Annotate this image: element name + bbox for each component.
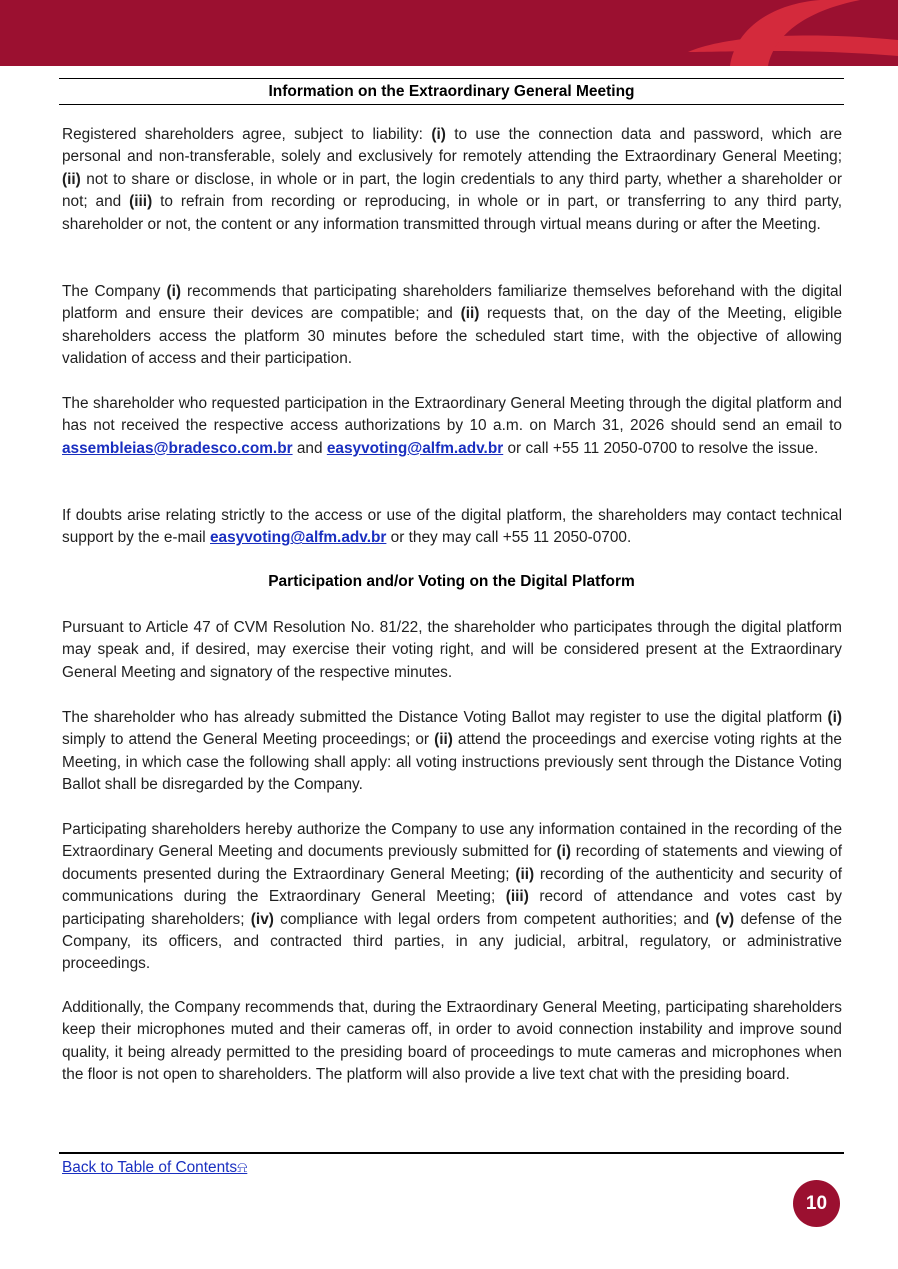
- marker: (i): [166, 283, 182, 300]
- email-link-support[interactable]: easyvoting@alfm.adv.br: [210, 529, 387, 547]
- paragraph-distance-ballot: [62, 707, 842, 797]
- footer-rule: [59, 1152, 844, 1154]
- back-to-toc-link[interactable]: Back to Table of Contents⍾: [62, 1159, 248, 1176]
- text: compliance with legal orders from competent authorities; and: [273, 910, 716, 928]
- email-link-easyvoting[interactable]: easyvoting@alfm.adv.br: [326, 439, 504, 457]
- marker: (ii): [62, 170, 81, 188]
- text: or call +55 11 2050-0700 to resolve the issue.: [503, 439, 819, 457]
- marker: (iii): [505, 888, 529, 906]
- text: recording of statements and viewing of documents presented during the Extraordinary General Meeting;: [62, 843, 842, 883]
- paragraph-authorization: [62, 819, 842, 976]
- marker: (iv): [250, 910, 274, 928]
- paragraph-microphones: Additionally, the Company recommends that, during the Extraordinary General Meeting, participating shareholders keep their microphones muted and their cameras off, in order to avoid connection instability and improve sound quality, it being already permitted to the presiding board of proceedings to mute cameras and microphones when the floor is not open to shareholders. The platform will also provide a live text chat with the presiding board.: [62, 999, 842, 1084]
- section-heading-participation: Participation and/or Voting on the Digital Platform: [268, 573, 635, 590]
- paragraph-technical-support: [62, 505, 842, 550]
- page-number-badge: 10: [793, 1180, 840, 1227]
- section-information-4: [62, 505, 842, 550]
- text: to refrain from recording or reproducing, in whole or in part, or transferring to any third party, shareholder or not, the content or any information transmitted through virtual means during or after the Meeting.: [62, 193, 843, 233]
- logo-swoosh-graphic: [0, 0, 898, 66]
- marker: (ii): [460, 305, 480, 323]
- section-participation-3: [62, 819, 842, 976]
- text: recording of the authenticity and security of communications during the Extraordinary General Meeting;: [62, 865, 842, 906]
- section-information-3: [62, 393, 842, 460]
- text: If doubts arise relating strictly to the access or use of the digital platform, the shareholders may contact technical support by the e-mail: [62, 507, 842, 547]
- text: The Company: [62, 283, 167, 300]
- text: Registered shareholders agree, subject to liability:: [62, 126, 432, 143]
- text: record of attendance and votes cast by participating shareholders;: [62, 888, 842, 928]
- marker: (iii): [129, 193, 153, 211]
- text: Participating shareholders hereby authorize the Company to use any information contained in the recording of the Extraordinary General Meeting and documents previously submitted for: [62, 821, 842, 861]
- paragraph-article-47: Pursuant to Article 47 of CVM Resolution No. 81/22, the shareholder who participates through the digital platform may speak and, if desired, may exercise their voting right, and will be considered present at the Extraordinary General Meeting and signatory of the respective minutes.: [62, 619, 842, 681]
- text: recommends that participating shareholders familiarize themselves beforehand with the digital platform and ensure their devices are compatible; and: [62, 283, 842, 323]
- section-information-2: [62, 281, 842, 371]
- section-participation-1: [62, 617, 842, 684]
- text: and: [292, 439, 327, 457]
- marker: (v): [715, 910, 735, 928]
- paragraph-access-issue: [62, 393, 842, 460]
- text: requests that, on the day of the Meeting, eligible shareholders access the platform 30 minutes before the scheduled start time, with the objective of allowing validation of access and their participation.: [62, 305, 843, 368]
- page-title: Information on the Extraordinary General Meeting: [268, 83, 635, 100]
- header-rule-bottom: [59, 104, 844, 105]
- text: or they may call +55 11 2050-0700.: [386, 529, 632, 547]
- marker: (ii): [434, 731, 453, 749]
- text: The shareholder who has already submitted the Distance Voting Ballot may register to use the digital platform: [62, 709, 828, 726]
- text: to use the connection data and password, which are personal and non-transferable, solely and exclusively for remotely attending the Extraordinary General Meeting;: [62, 126, 843, 166]
- text: simply to attend the General Meeting proceedings; or: [62, 731, 435, 749]
- email-link-assembleias[interactable]: assembleias@bradesco.com.br: [62, 439, 293, 457]
- paragraph-recommendations: [62, 281, 842, 371]
- text: not to share or disclose, in whole or in part, the login credentials to any third party, whether a shareholder or not; and: [62, 170, 842, 211]
- section-information: [62, 124, 842, 236]
- top-banner: [0, 0, 898, 66]
- marker: (ii): [515, 865, 535, 883]
- section-participation-4: [62, 997, 842, 1087]
- text: attend the proceedings and exercise voting rights at the Meeting, in which case the following shall apply: all voting instructions previously sent through the Distance Voting Ballot shall be disregarded by the Company.: [62, 731, 842, 794]
- marker: (i): [431, 126, 446, 143]
- marker: (i): [556, 843, 571, 861]
- text: defense of the Company, its officers, and contracted third parties, in any judicial, arbitral, regulatory, or administrative proceedings.: [62, 910, 843, 973]
- text: The shareholder who requested participation in the Extraordinary General Meeting through the digital platform and has not received the respective access authorizations by 10 a.m. on March 31, 2026 should send an email to: [62, 395, 842, 435]
- marker: (i): [827, 709, 842, 726]
- paragraph-liability: [62, 124, 842, 236]
- section-participation-2: [62, 707, 842, 797]
- header-rule-top: [59, 78, 844, 79]
